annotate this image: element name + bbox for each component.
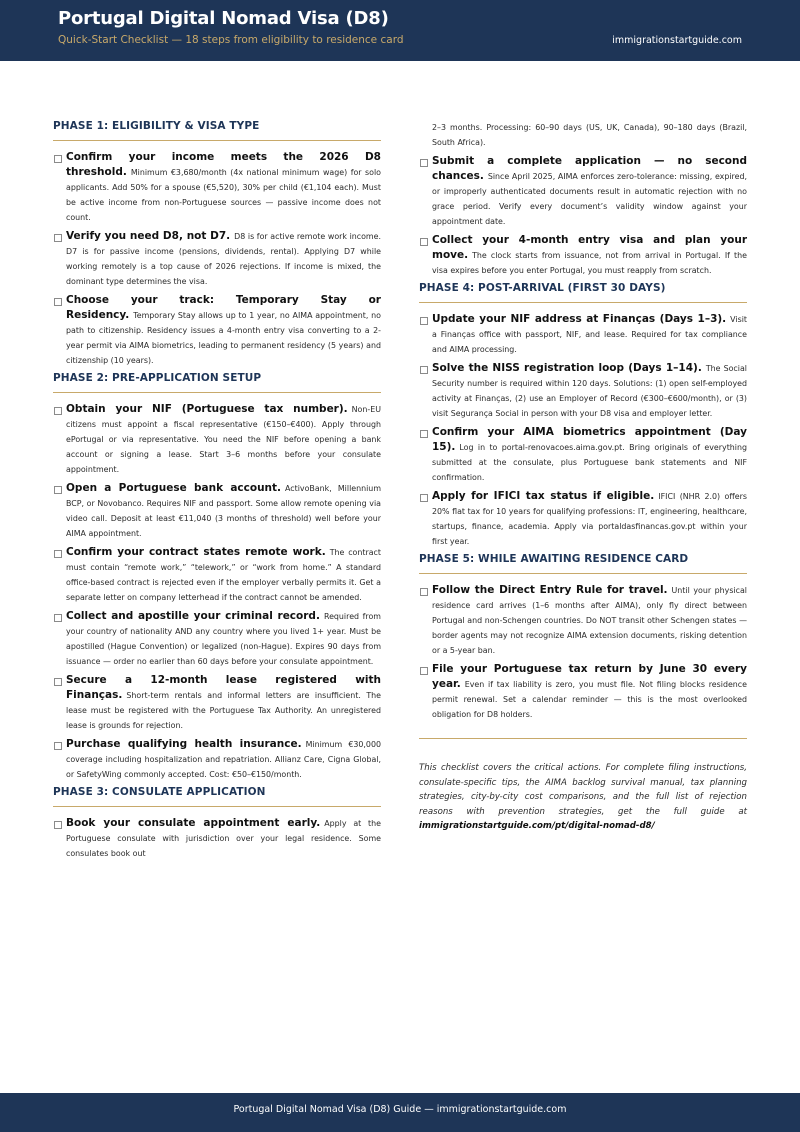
checkbox[interactable]: [420, 159, 428, 167]
checklist-item: [53, 673, 381, 733]
checklist-item: [419, 662, 747, 722]
checkbox[interactable]: [54, 821, 62, 829]
item-body: [66, 293, 381, 368]
item-title: Obtain your NIF (Portuguese tax number).: [66, 403, 348, 415]
item-title: Solve the NISS registration loop (Days 1–14).: [432, 362, 702, 374]
checklist-item: [419, 583, 747, 658]
checkbox[interactable]: [54, 486, 62, 494]
checklist-item: [53, 150, 381, 225]
checkbox[interactable]: [420, 238, 428, 246]
guide-link[interactable]: immigrationstartguide.com/pt/digital-nomad-d8/: [419, 821, 655, 831]
checkbox[interactable]: [54, 298, 62, 306]
item-title: Secure a 12-month lease registered with Finanças.: [66, 674, 381, 701]
checklist-item: [53, 609, 381, 669]
checklist-item: [419, 361, 747, 421]
checklist-item: [419, 154, 747, 229]
item-text: IFICI (NHR 2.0) offers 20% flat tax for 10 years for qualifying professions: IT, engineering, healthcare, startups, finance, academia. Apply via portaldasfinancas.gov.pt within your first year.: [432, 492, 747, 546]
item-text: Until your physical residence card arrives (1–6 months after AIMA), only fly direct between Portugal and non-Schengen countries. Do NOT transit other Schengen states — border agents may not recognize AIMA extension documents, risking detention or a 5-year ban.: [432, 586, 747, 655]
item-text: Minimum €30,000 coverage including hospitalization and repatriation. Allianz Care, Cigna Global, or SafetyWing commonly accepted. Cost: €50–€150/month.: [66, 740, 381, 779]
header-domain: immigrationstartguide.com: [612, 35, 742, 46]
item-body: [66, 150, 381, 225]
checklist-item: [419, 425, 747, 485]
item-title: Confirm your AIMA biometrics appointment (Day 15).: [432, 426, 747, 453]
footer-text: Portugal Digital Nomad Visa (D8) Guide — immigrationstartguide.com: [233, 1104, 567, 1115]
item-text: Since April 2025, AIMA enforces zero-tolerance: missing, expired, or improperly authenticated documents result in automatic rejection with no grace period. Verify every document’s validity window against your appointment date.: [432, 172, 747, 226]
item-body: [432, 361, 747, 421]
closing-divider: [419, 738, 747, 739]
phase-4-heading: PHASE 4: POST-ARRIVAL (FIRST 30 DAYS): [419, 282, 747, 303]
checkbox[interactable]: [54, 155, 62, 163]
closing-paragraph: [419, 761, 747, 834]
item-body: [432, 489, 747, 549]
checkbox[interactable]: [420, 430, 428, 438]
item-body: [66, 737, 381, 782]
phase-3-heading: PHASE 3: CONSULATE APPLICATION: [53, 786, 381, 807]
item-title: Purchase qualifying health insurance.: [66, 738, 302, 750]
item-title: Confirm your contract states remote work.: [66, 546, 326, 558]
item-body: [66, 816, 381, 861]
item-text: ActivoBank, Millennium BCP, or Novobanco. Requires NIF and passport. Some allow remote opening via video call. Deposit at least €11,040 (3 months of threshold) well before your AIMA appointment.: [66, 484, 381, 538]
item-body: [66, 229, 381, 289]
checkbox[interactable]: [420, 494, 428, 502]
checkbox[interactable]: [420, 317, 428, 325]
checkbox[interactable]: [54, 742, 62, 750]
checkbox[interactable]: [54, 407, 62, 415]
checklist-item: [419, 312, 747, 357]
phase-1-heading: PHASE 1: ELIGIBILITY & VISA TYPE: [53, 120, 381, 141]
item-text: Log in to portal-renovacoes.aima.gov.pt. Bring originals of everything submitted at the consulate, plus Portuguese bank statements and NIF confirmation.: [432, 443, 747, 482]
page-footer: [0, 1093, 800, 1132]
item-title: File your Portuguese tax return by June 30 every year.: [432, 663, 747, 690]
item-title: Book your consulate appointment early.: [66, 817, 321, 829]
checkbox[interactable]: [54, 234, 62, 242]
item-title: Open a Portuguese bank account.: [66, 482, 282, 494]
page-header: [0, 0, 800, 61]
item-text: The Social Security number is required within 120 days. Solutions: (1) open self-employed activity at Finanças, (2) use an Employer of Record (€300–€600/month), or (3) visit Segurança Social in person with your D8 visa and employer letter.: [432, 364, 747, 418]
checklist-item: [53, 737, 381, 782]
item-body: [432, 662, 747, 722]
item-text: Minimum €3,680/month (4x national minimum wage) for solo applicants. Add 50% for a spouse (€5,520), 30% per child (€1,104 each). Must be active income from non-Portuguese sources — passive income does not count.: [66, 168, 381, 222]
checklist-item: [53, 402, 381, 477]
item-body: [432, 154, 747, 229]
checkbox[interactable]: [54, 678, 62, 686]
closing-text: This checklist covers the critical actions. For complete filing instructions, consulate-specific tips, the AIMA backlog survival manual, tax planning strategies, city-by-city cost comparisons, and the full list of rejection reasons with prevention strategies, get the full guide at: [419, 763, 747, 817]
item-title: Update your NIF address at Finanças (Days 1–3).: [432, 313, 727, 325]
item-text: Non-EU citizens must appoint a fiscal representative (€150–€400). Apply through ePortugal or via representative. You need the NIF before opening a bank account or signing a lease. Start 3–6 months before your consulate appointment.: [66, 405, 381, 474]
item-text: The contract must contain “remote work,” “telework,” or “work from home.” A standard office-based contract is rejected even if the employer verbally permits it. Get a separate letter on company letterhead if the contract cannot be amended.: [66, 548, 381, 602]
item-title: Collect your 4-month entry visa and plan your move.: [432, 234, 747, 261]
item-body: [432, 583, 747, 658]
item-title: Follow the Direct Entry Rule for travel.: [432, 584, 668, 596]
phase-2-heading: PHASE 2: PRE-APPLICATION SETUP: [53, 372, 381, 393]
right-column: [419, 120, 747, 834]
item-text: The clock starts from issuance, not from arrival in Portugal. If the visa expires before you enter Portugal, you must reapply from scratch.: [432, 251, 747, 275]
item-text: Visit a Finanças office with passport, NIF, and lease. Required for tax compliance and AIMA processing.: [432, 315, 747, 354]
item-text: D8 is for active remote work income. D7 is for passive income (pensions, dividends, rental). Applying D7 while working remotely is a top cause of 2026 rejections. If income is mixed, the dominant type determines the visa.: [66, 232, 381, 286]
item-body: [66, 402, 381, 477]
item-body: [66, 609, 381, 669]
checkbox[interactable]: [420, 366, 428, 374]
checkbox[interactable]: [420, 588, 428, 596]
phase-5-heading: PHASE 5: WHILE AWAITING RESIDENCE CARD: [419, 553, 747, 574]
item-body: [432, 233, 747, 278]
item-body: [432, 312, 747, 357]
item-title: Apply for IFICI tax status if eligible.: [432, 490, 655, 502]
item-text: Temporary Stay allows up to 1 year, no AIMA appointment, no path to citizenship. Residency issues a 4-month entry visa converting to a 2-year permit via AIMA biometrics, leading to permanent residency (5 years) and citizenship (10 years).: [66, 311, 381, 365]
item-title: Collect and apostille your criminal record.: [66, 610, 320, 622]
item-title: Choose your track: Temporary Stay or Residency.: [66, 294, 381, 321]
item-title: Submit a complete application — no second chances.: [432, 155, 747, 182]
checklist-item: [53, 816, 381, 861]
item-body: [66, 545, 381, 605]
item-text: Required from your country of nationality AND any country where you lived 1+ year. Must be apostilled (Hague Convention) or legalized (non-Hague). Expires 90 days from issuance — order no earlier than 60 days before your consulate appointment.: [66, 612, 381, 666]
item-title: Verify you need D8, not D7.: [66, 230, 231, 242]
item-text-continuation: 2–3 months. Processing: 60–90 days (US, UK, Canada), 90–180 days (Brazil, South Africa).: [432, 123, 747, 147]
checkbox[interactable]: [54, 550, 62, 558]
checklist-item: [53, 293, 381, 368]
checklist-item: [53, 229, 381, 289]
left-column: [53, 118, 381, 865]
item-body: [66, 673, 381, 733]
item-text: Short-term rentals and informal letters are insufficient. The lease must be registered with the Portuguese Tax Authority. An unregistered lease is grounds for rejection.: [66, 691, 381, 730]
checklist-item: [419, 489, 747, 549]
item-text: Even if tax liability is zero, you must file. Not filing blocks residence permit renewal. Set a calendar reminder — this is the most overlooked obligation for D8 holders.: [432, 680, 747, 719]
checklist-item: [53, 545, 381, 605]
checkbox[interactable]: [54, 614, 62, 622]
checklist-item: [419, 233, 747, 278]
item-text: Apply at the Portuguese consulate with jurisdiction over your legal residence. Some consulates book out: [66, 819, 381, 858]
item-title: Confirm your income meets the 2026 D8 threshold.: [66, 151, 381, 178]
item-body: [66, 481, 381, 541]
checkbox[interactable]: [420, 667, 428, 675]
item-body: [432, 425, 747, 485]
checklist-item: [53, 481, 381, 541]
page-subtitle: Quick-Start Checklist — 18 steps from eligibility to residence card: [58, 34, 404, 46]
page-title: Portugal Digital Nomad Visa (D8): [58, 8, 389, 29]
